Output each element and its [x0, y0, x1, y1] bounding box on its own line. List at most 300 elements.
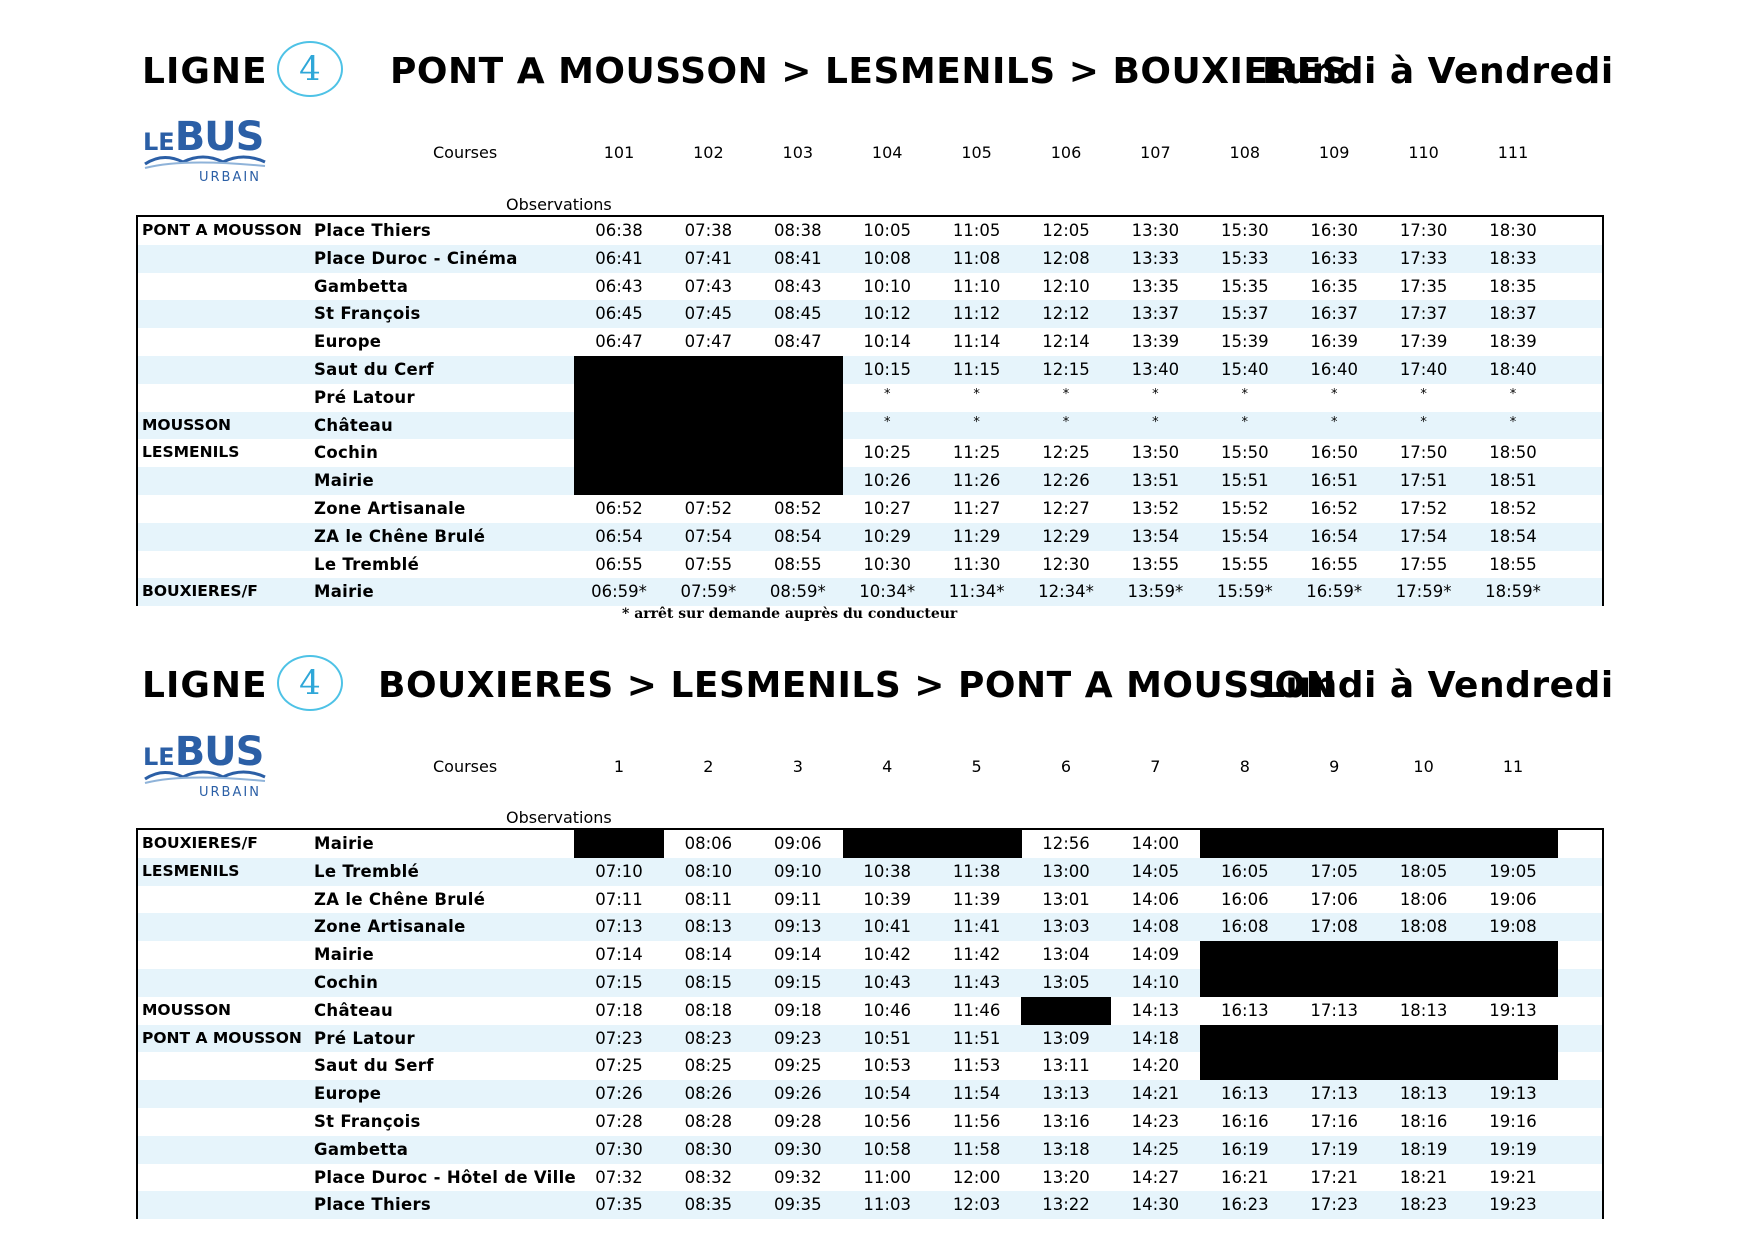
departure-time: 17:19	[1310, 1139, 1358, 1159]
departure-time: 17:51	[1399, 471, 1448, 491]
departure-time: 10:51	[863, 1028, 911, 1048]
course-number: 106	[1050, 143, 1082, 162]
ligne-label: LIGNE	[142, 51, 268, 92]
departure-time: 09:26	[774, 1084, 822, 1104]
departure-time: 18:54	[1489, 526, 1537, 546]
departure-time: 14:06	[1131, 889, 1180, 909]
departure-time: 07:35	[595, 1195, 643, 1215]
departure-time: 19:16	[1489, 1112, 1537, 1131]
departure-time: 08:10	[684, 861, 733, 881]
table-row	[138, 1025, 1602, 1053]
departure-time: 08:35	[684, 1195, 733, 1215]
departure-time: 10:12	[863, 304, 911, 324]
no-service-cell	[1379, 1025, 1469, 1053]
departure-time: 07:26	[595, 1084, 643, 1104]
departure-time: 10:30	[863, 554, 911, 574]
no-service-cell	[1379, 941, 1469, 969]
departure-time: 09:28	[774, 1112, 822, 1131]
departure-time: 18:35	[1489, 276, 1537, 296]
departure-time: 06:52	[595, 499, 643, 518]
departure-time: 18:50	[1489, 443, 1537, 463]
ligne-label: LIGNE	[142, 665, 268, 706]
departure-time: 11:29	[952, 526, 1001, 546]
town-name: MOUSSON	[142, 1000, 231, 1019]
departure-time: 17:59*	[1395, 582, 1452, 602]
departure-time: 08:30	[684, 1139, 733, 1159]
departure-time: 10:14	[863, 332, 911, 352]
departure-time: 13:00	[1042, 861, 1090, 881]
departure-time: 07:41	[684, 248, 733, 268]
departure-time: 08:38	[774, 221, 822, 240]
departure-time: 17:13	[1310, 1084, 1358, 1104]
table-row	[138, 245, 1602, 273]
departure-time: 07:52	[684, 499, 733, 518]
departure-time: 11:42	[952, 945, 1001, 965]
departure-time: 07:18	[595, 1000, 643, 1020]
departure-time: 11:08	[952, 248, 1001, 268]
departure-time: 18:51	[1489, 471, 1537, 491]
departure-time: 10:08	[863, 248, 911, 268]
departure-time: 11:26	[952, 471, 1001, 491]
departure-time: 18:16	[1399, 1112, 1448, 1131]
departure-time: 15:40	[1221, 360, 1269, 379]
course-number: 101	[603, 143, 635, 162]
departure-time: *	[1420, 386, 1427, 402]
departure-time: 13:33	[1131, 248, 1180, 268]
bridge-icon	[143, 763, 268, 787]
departure-time: 12:08	[1042, 248, 1090, 268]
course-number: 11	[1502, 757, 1524, 776]
table-row	[138, 941, 1602, 969]
no-service-cell	[1468, 830, 1558, 858]
departure-time: 11:12	[952, 304, 1001, 324]
line-number-badge: 4	[277, 41, 343, 97]
town-name: MOUSSON	[142, 415, 231, 434]
departure-time: 08:43	[774, 276, 822, 296]
departure-time: 19:21	[1489, 1167, 1537, 1187]
departure-time: 16:30	[1310, 221, 1358, 240]
departure-time: 13:22	[1042, 1195, 1090, 1215]
departure-time: 11:30	[952, 554, 1001, 574]
courses-label: Courses	[433, 757, 498, 776]
stop-name: Mairie	[314, 945, 374, 965]
departure-time: 19:13	[1489, 1084, 1537, 1104]
departure-time: 06:47	[595, 332, 643, 352]
departure-time: 09:32	[774, 1167, 822, 1187]
departure-time: 16:23	[1221, 1195, 1269, 1215]
departure-time: 16:59*	[1306, 582, 1363, 602]
departure-time: 11:54	[952, 1084, 1001, 1104]
departure-time: 16:50	[1310, 443, 1358, 463]
departure-time: 17:13	[1310, 1000, 1358, 1020]
departure-time: 18:05	[1399, 861, 1448, 881]
course-number: 105	[961, 143, 992, 162]
departure-time: 09:14	[774, 945, 822, 965]
departure-time: 17:39	[1399, 332, 1448, 352]
departure-time: 12:34*	[1038, 582, 1094, 602]
table-row	[138, 886, 1602, 914]
departure-time: 13:11	[1042, 1056, 1090, 1076]
departure-time: 19:19	[1489, 1139, 1537, 1159]
course-number: 107	[1140, 143, 1171, 162]
departure-time: 09:18	[774, 1000, 822, 1020]
departure-time: 10:53	[863, 1056, 911, 1076]
inbound-timetable	[136, 828, 1604, 1219]
table-row	[138, 1052, 1602, 1080]
table-row	[138, 328, 1602, 356]
departure-time: 10:29	[863, 526, 911, 546]
no-service-cell	[753, 412, 843, 440]
departure-time: 17:30	[1399, 221, 1448, 240]
no-service-cell	[1290, 941, 1380, 969]
departure-time: 16:13	[1221, 1000, 1269, 1020]
departure-time: 11:10	[952, 276, 1001, 296]
table-row	[138, 1191, 1602, 1219]
table-row	[138, 356, 1602, 384]
departure-time: *	[1509, 414, 1517, 430]
departure-time: 19:13	[1489, 1000, 1537, 1020]
no-service-cell	[753, 439, 843, 467]
departure-time: 18:40	[1489, 360, 1537, 379]
departure-time: 16:08	[1221, 917, 1269, 937]
departure-time: 15:51	[1221, 471, 1269, 491]
no-service-cell	[574, 384, 664, 412]
no-service-cell	[574, 439, 664, 467]
departure-time: 16:06	[1221, 889, 1269, 909]
departure-time: 13:18	[1042, 1139, 1090, 1159]
table-row	[138, 495, 1602, 523]
table-row	[138, 969, 1602, 997]
departure-time: 14:20	[1131, 1056, 1180, 1076]
departure-time: 12:14	[1042, 332, 1090, 352]
course-number: 111	[1497, 143, 1529, 162]
departure-time: 18:59*	[1485, 582, 1541, 602]
departure-time: 08:54	[774, 526, 822, 546]
departure-time: 08:14	[684, 945, 733, 965]
no-service-cell	[1290, 1052, 1380, 1080]
departure-time: 10:39	[863, 889, 911, 909]
departure-time: 06:55	[595, 554, 643, 574]
no-service-cell	[1468, 1025, 1558, 1053]
departure-time: 17:23	[1310, 1195, 1358, 1215]
departure-time: 18:37	[1489, 304, 1537, 324]
departure-time: 08:06	[684, 834, 733, 853]
departure-time: 11:41	[952, 917, 1001, 937]
course-number: 1	[613, 757, 625, 776]
stop-name: Mairie	[314, 834, 374, 853]
lebus-logo: LEBUS URBAIN	[143, 112, 268, 192]
departure-time: 15:52	[1221, 499, 1269, 518]
no-service-cell	[1021, 997, 1111, 1025]
departure-time: 13:20	[1042, 1167, 1090, 1187]
stop-name: Mairie	[314, 471, 374, 491]
departure-time: 16:19	[1221, 1139, 1269, 1159]
stop-name: Château	[314, 1000, 394, 1020]
departure-time: 17:08	[1310, 917, 1358, 937]
departure-time: 16:55	[1310, 554, 1358, 574]
no-service-cell	[664, 384, 754, 412]
no-service-cell	[664, 412, 754, 440]
departure-time: 11:15	[952, 360, 1001, 379]
stop-name: St François	[314, 304, 421, 324]
town-name: PONT A MOUSSON	[142, 1028, 302, 1047]
departure-time: 16:35	[1310, 276, 1358, 296]
departure-time: 15:35	[1221, 276, 1269, 296]
table-row	[138, 1080, 1602, 1108]
departure-time: 19:05	[1489, 861, 1537, 881]
departure-time: 12:03	[952, 1195, 1001, 1215]
departure-time: 16:05	[1221, 861, 1269, 881]
departure-time: 07:32	[595, 1167, 643, 1187]
departure-time: 14:23	[1131, 1112, 1180, 1131]
departure-time: 15:30	[1221, 221, 1269, 240]
departure-time: 16:52	[1310, 499, 1358, 518]
departure-time: 09:15	[774, 973, 822, 992]
departure-time: 13:40	[1131, 360, 1180, 379]
departure-time: 07:23	[595, 1028, 643, 1048]
departure-time: 12:12	[1042, 304, 1090, 324]
departure-time: 17:21	[1310, 1167, 1358, 1187]
departure-time: 07:45	[684, 304, 733, 324]
departure-time: 06:41	[595, 248, 643, 268]
departure-time: 08:45	[774, 304, 822, 324]
departure-time: 09:35	[774, 1195, 822, 1215]
departure-time: 19:23	[1489, 1195, 1537, 1215]
table-row	[138, 1108, 1602, 1136]
departure-time: 12:56	[1042, 834, 1090, 853]
departure-time: 14:21	[1131, 1084, 1180, 1104]
departure-time: 15:50	[1221, 443, 1269, 463]
no-service-cell	[1468, 941, 1558, 969]
departure-time: 12:00	[952, 1167, 1001, 1187]
no-service-cell	[1468, 1052, 1558, 1080]
departure-time: 15:37	[1221, 304, 1269, 324]
stop-name: Zone Artisanale	[314, 917, 466, 937]
stop-name: Le Tremblé	[314, 861, 420, 881]
no-service-cell	[664, 356, 754, 384]
departure-time: 08:28	[684, 1112, 733, 1131]
line-number-badge: 4	[277, 655, 343, 711]
no-service-cell	[753, 384, 843, 412]
departure-time: 16:13	[1221, 1084, 1269, 1104]
stop-name: Pré Latour	[314, 387, 415, 407]
course-number: 2	[703, 757, 714, 776]
departure-time: 07:55	[684, 554, 733, 574]
departure-time: *	[1241, 386, 1249, 402]
departure-time: 14:00	[1131, 834, 1180, 853]
departure-time: 06:54	[595, 526, 643, 546]
departure-time: 16:54	[1310, 526, 1358, 546]
departure-time: 17:50	[1399, 443, 1448, 463]
departure-time: 08:11	[684, 889, 733, 909]
departure-time: 15:54	[1221, 526, 1269, 546]
departure-time: 17:05	[1310, 861, 1358, 881]
departure-time: 17:06	[1310, 889, 1358, 909]
stop-name: ZA le Chêne Brulé	[314, 526, 486, 546]
departure-time: 15:59*	[1216, 582, 1273, 602]
departure-time: 14:27	[1131, 1167, 1180, 1187]
table-row	[138, 273, 1602, 301]
departure-time: 06:43	[595, 276, 643, 296]
no-service-cell	[1200, 1052, 1290, 1080]
departure-time: 08:59*	[769, 582, 826, 602]
stop-name: Château	[314, 415, 394, 435]
departure-time: 16:51	[1310, 471, 1358, 491]
departure-time: 17:33	[1399, 248, 1448, 268]
route-title: BOUXIERES > LESMENILS > PONT A MOUSSON	[378, 665, 1337, 706]
table-row	[138, 997, 1602, 1025]
observations-label: Observations	[506, 808, 612, 827]
no-service-cell	[664, 467, 754, 495]
departure-time: *	[1509, 386, 1517, 402]
stop-name: Zone Artisanale	[314, 499, 466, 518]
departure-time: 08:13	[684, 917, 733, 937]
course-number: 103	[782, 143, 814, 162]
departure-time: 13:55	[1131, 554, 1180, 574]
departure-time: 17:37	[1399, 304, 1448, 324]
table-row	[138, 1136, 1602, 1164]
departure-time: 10:34*	[859, 582, 916, 602]
departure-time: 07:13	[595, 917, 643, 937]
no-service-cell	[1200, 830, 1290, 858]
departure-time: 18:30	[1489, 221, 1537, 240]
departure-time: 10:26	[863, 471, 911, 491]
departure-time: 09:10	[774, 861, 822, 881]
departure-time: 15:39	[1221, 332, 1269, 352]
departure-time: 12:27	[1042, 499, 1090, 518]
departure-time: *	[883, 414, 891, 430]
departure-time: 12:05	[1042, 221, 1090, 240]
departure-time: 10:43	[863, 973, 911, 992]
course-number: 109	[1318, 143, 1350, 162]
no-service-cell	[574, 412, 664, 440]
departure-time: 08:23	[684, 1028, 733, 1048]
no-service-cell	[664, 439, 754, 467]
course-number: 102	[693, 143, 724, 162]
stop-name: ZA le Chêne Brulé	[314, 889, 486, 909]
no-service-cell	[1290, 1025, 1380, 1053]
departure-time: 07:47	[684, 332, 733, 352]
departure-time: 15:33	[1221, 248, 1269, 268]
no-service-cell	[1468, 969, 1558, 997]
departure-time: 10:42	[863, 945, 911, 965]
departure-time: 07:38	[684, 221, 733, 240]
departure-time: 13:16	[1042, 1112, 1090, 1131]
departure-time: 07:11	[595, 889, 643, 909]
departure-time: 12:26	[1042, 471, 1090, 491]
departure-time: 13:39	[1131, 332, 1180, 352]
departure-time: 07:54	[684, 526, 733, 546]
departure-time: 08:15	[684, 973, 733, 992]
no-service-cell	[753, 467, 843, 495]
departure-time: 09:06	[774, 834, 822, 853]
departure-time: 06:59*	[591, 582, 647, 602]
departure-time: 12:10	[1042, 276, 1090, 296]
table-row	[138, 913, 1602, 941]
departure-time: 08:55	[774, 554, 822, 574]
departure-time: 13:30	[1131, 221, 1180, 240]
no-service-cell	[574, 467, 664, 495]
departure-time: 19:08	[1489, 917, 1537, 937]
departure-time: 17:54	[1399, 526, 1448, 546]
town-name: BOUXIERES/F	[142, 582, 258, 601]
days-label: Lundi à Vendredi	[1262, 665, 1614, 706]
stop-name: Place Thiers	[314, 221, 432, 240]
stop-name: Gambetta	[314, 276, 409, 296]
departure-time: 13:35	[1131, 276, 1180, 296]
course-number: 110	[1408, 143, 1439, 162]
bridge-icon	[143, 148, 268, 172]
departure-time: 10:46	[863, 1000, 911, 1020]
departure-time: 11:38	[952, 861, 1001, 881]
departure-time: 18:33	[1489, 248, 1537, 268]
stop-name: Cochin	[314, 443, 379, 463]
departure-time: 07:59*	[680, 582, 737, 602]
departure-time: *	[973, 386, 980, 402]
departure-time: 10:56	[863, 1112, 911, 1131]
departure-time: 06:45	[595, 304, 643, 324]
departure-time: 18:08	[1399, 917, 1448, 937]
departure-time: 18:06	[1399, 889, 1448, 909]
stop-name: Place Duroc - Cinéma	[314, 248, 518, 268]
table-row	[138, 439, 1602, 467]
no-service-cell	[1200, 941, 1290, 969]
departure-time: 10:27	[863, 499, 911, 518]
departure-time: 10:15	[863, 360, 911, 379]
course-number: 3	[792, 757, 803, 776]
departure-time: *	[1330, 386, 1338, 402]
no-service-cell	[574, 830, 664, 858]
table-row	[138, 1164, 1602, 1192]
departure-time: 15:55	[1221, 554, 1269, 574]
departure-time: 17:35	[1399, 276, 1448, 296]
departure-time: 13:04	[1042, 945, 1090, 965]
departure-time: 12:29	[1042, 526, 1090, 546]
departure-time: 11:03	[863, 1195, 911, 1215]
departure-time: 18:23	[1399, 1195, 1448, 1215]
departure-time: 13:01	[1042, 889, 1090, 909]
departure-time: 18:55	[1489, 554, 1537, 574]
departure-time: 09:25	[774, 1056, 822, 1076]
departure-time: *	[973, 414, 980, 430]
departure-time: 19:06	[1489, 889, 1537, 909]
departure-time: 16:37	[1310, 304, 1358, 324]
departure-time: 07:15	[595, 973, 643, 992]
departure-time: 10:41	[863, 917, 911, 937]
no-service-cell	[843, 830, 933, 858]
departure-time: 18:52	[1489, 499, 1537, 518]
course-number: 6	[1060, 757, 1072, 776]
departure-time: 14:30	[1131, 1195, 1180, 1215]
departure-time: 11:46	[952, 1000, 1001, 1020]
departure-time: 14:13	[1131, 1000, 1180, 1020]
departure-time: *	[1152, 386, 1159, 402]
no-service-cell	[1379, 830, 1469, 858]
departure-time: 11:25	[952, 443, 1001, 463]
departure-time: 14:18	[1131, 1028, 1180, 1048]
table-row	[138, 467, 1602, 495]
departure-time: 07:10	[595, 861, 643, 881]
departure-time: *	[1241, 414, 1249, 430]
footnote: * arrêt sur demande auprès du conducteur	[622, 606, 958, 622]
table-row	[138, 217, 1602, 245]
table-row	[138, 300, 1602, 328]
observations-label: Observations	[506, 195, 612, 214]
no-service-cell	[1290, 830, 1380, 858]
departure-time: 08:18	[684, 1000, 733, 1020]
departure-time: 11:14	[952, 332, 1001, 352]
departure-time: 13:51	[1131, 471, 1180, 491]
